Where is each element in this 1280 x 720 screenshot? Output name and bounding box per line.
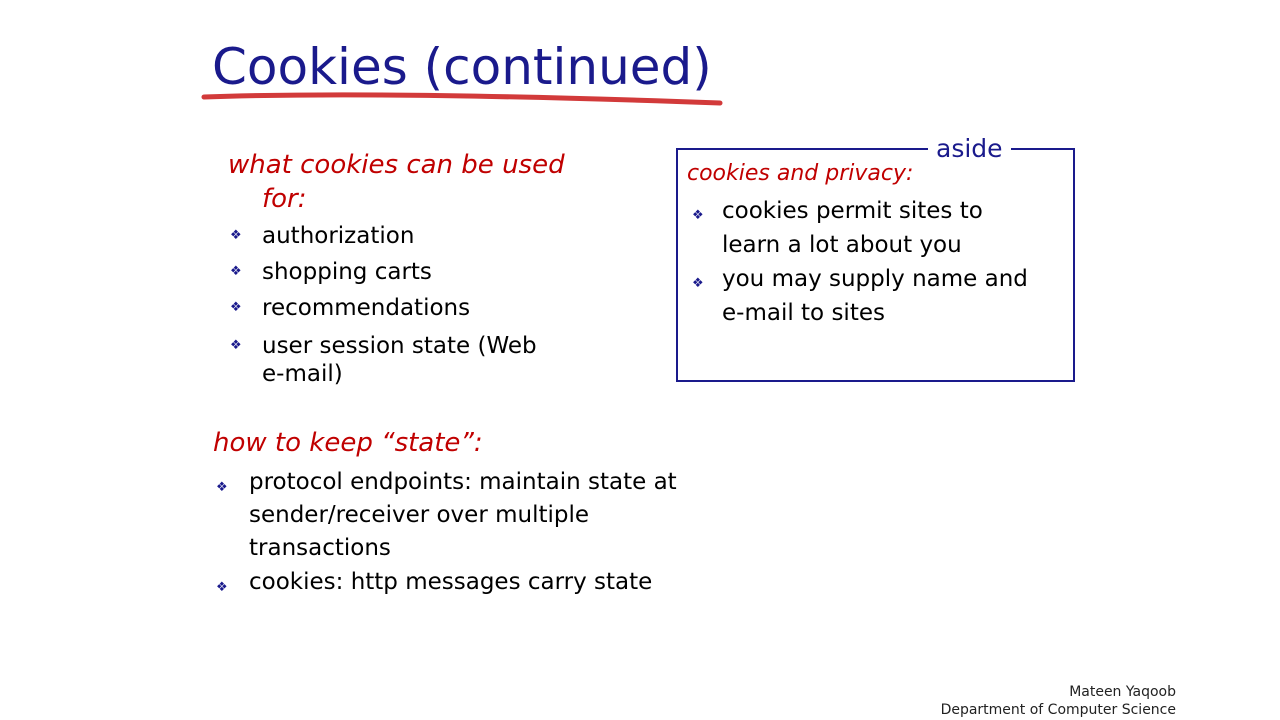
list-item-text-cont: e-mail)	[262, 361, 343, 387]
list-item-text: shopping carts	[262, 259, 432, 285]
diamond-bullet-icon: ❖	[692, 276, 704, 291]
title-underline	[200, 86, 730, 110]
list-item-text-line1: you may supply name and	[722, 266, 1028, 292]
aside-box	[676, 148, 1075, 382]
list-item-text: recommendations	[262, 295, 471, 321]
list-item-text-line2: e-mail to sites	[722, 300, 885, 326]
list-item-text-line2: learn a lot about you	[722, 232, 962, 258]
list-item	[230, 328, 630, 388]
diamond-bullet-icon: ❖	[692, 208, 704, 223]
list-item	[230, 256, 630, 288]
list-item-text-line1: cookies permit sites to	[722, 198, 983, 224]
slide-title: Cookies (continued)	[212, 38, 712, 96]
footer-author: Mateen Yaqoob	[1069, 684, 1176, 700]
diamond-bullet-icon: ❖	[230, 264, 242, 279]
diamond-bullet-icon: ❖	[216, 480, 228, 495]
list-item-text-line1: cookies: http messages carry state	[249, 569, 653, 595]
diamond-bullet-icon: ❖	[230, 338, 242, 353]
diamond-bullet-icon: ❖	[230, 300, 242, 315]
list-item-text: user session state (Web	[262, 333, 537, 359]
uses-heading-line2: for:	[262, 184, 307, 214]
footer	[941, 683, 1176, 719]
list-item	[692, 194, 1062, 262]
footer-department: Department of Computer Science	[940, 702, 1176, 718]
underline-stroke	[204, 95, 720, 103]
list-item-text-line3: transactions	[249, 535, 391, 561]
list-item	[230, 292, 630, 324]
list-item-text-line2: sender/receiver over multiple	[249, 502, 590, 528]
list-item	[216, 566, 776, 599]
list-item	[230, 220, 630, 252]
aside-list	[692, 194, 1062, 330]
list-item-text-line1: protocol endpoints: maintain state at	[249, 469, 677, 495]
state-list	[216, 466, 776, 599]
aside-heading: cookies and privacy:	[687, 161, 914, 186]
state-heading: how to keep “state”:	[213, 428, 483, 458]
uses-heading	[228, 148, 565, 216]
diamond-bullet-icon: ❖	[216, 580, 228, 595]
list-item-text: authorization	[262, 223, 415, 249]
list-item	[216, 466, 776, 565]
list-item	[692, 262, 1062, 330]
aside-label: aside	[928, 134, 1011, 164]
diamond-bullet-icon: ❖	[230, 228, 242, 243]
uses-heading-line1: what cookies can be used	[228, 150, 565, 180]
uses-list	[230, 220, 630, 388]
